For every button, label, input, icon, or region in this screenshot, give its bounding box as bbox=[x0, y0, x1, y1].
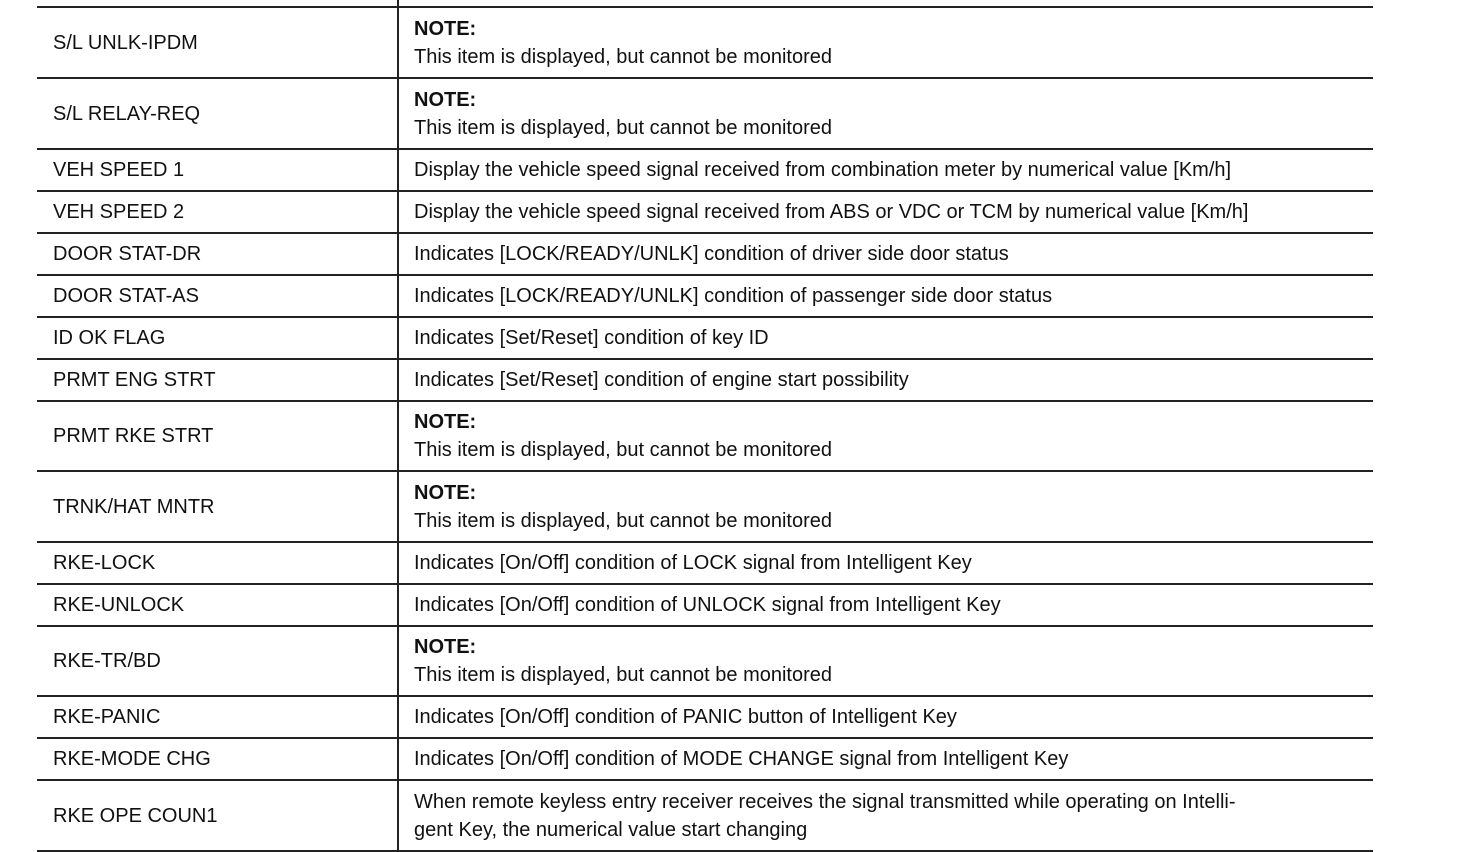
item-name: PRMT ENG STRT bbox=[53, 369, 216, 391]
item-name-cell bbox=[53, 360, 393, 400]
item-name-cell bbox=[53, 543, 393, 583]
item-name-cell bbox=[53, 472, 393, 541]
description-cell bbox=[414, 192, 1369, 232]
description-text: Display the vehicle speed signal received from combination meter by numerical value [Km/h] bbox=[414, 159, 1232, 181]
table-row bbox=[37, 470, 1373, 541]
description-text: Indicates [On/Off] condition of MODE CHANGE signal from Intelligent Key bbox=[414, 748, 1069, 770]
item-name: PRMT RKE STRT bbox=[53, 425, 214, 447]
description-text: This item is displayed, but cannot be monitored bbox=[414, 439, 832, 461]
item-name: RKE-PANIC bbox=[53, 706, 161, 728]
item-name: VEH SPEED 1 bbox=[53, 159, 185, 181]
item-name-cell bbox=[53, 318, 393, 358]
item-name-cell bbox=[53, 150, 393, 190]
description-cell bbox=[414, 472, 1369, 541]
description-text: When remote keyless entry receiver receives the signal transmitted while operating on Intelli- bbox=[414, 790, 1236, 813]
description-text-continued: gent Key, the numerical value start changing bbox=[414, 818, 808, 841]
item-name-cell bbox=[53, 585, 393, 625]
note-label: NOTE: bbox=[414, 481, 477, 504]
note-label: NOTE: bbox=[414, 636, 477, 658]
description-cell bbox=[414, 627, 1369, 695]
item-name: VEH SPEED 2 bbox=[53, 201, 185, 223]
description-text: This item is displayed, but cannot be monitored bbox=[414, 45, 832, 68]
description-text: Indicates [Set/Reset] condition of engine start possibility bbox=[414, 369, 909, 391]
item-name-cell bbox=[53, 402, 393, 470]
description-cell bbox=[414, 697, 1369, 737]
table-row bbox=[37, 148, 1373, 190]
item-name: DOOR STAT-DR bbox=[53, 243, 202, 265]
item-name: DOOR STAT-AS bbox=[53, 285, 199, 307]
description-cell bbox=[414, 318, 1369, 358]
description-text: Display the vehicle speed signal received from ABS or VDC or TCM by numerical value [Km/h] bbox=[414, 201, 1249, 223]
description-text: Indicates [Set/Reset] condition of key ID bbox=[414, 327, 769, 349]
description-cell bbox=[414, 8, 1369, 77]
item-name-cell bbox=[53, 739, 393, 779]
table-row bbox=[37, 232, 1373, 274]
table-row bbox=[37, 541, 1373, 583]
table-row bbox=[37, 190, 1373, 232]
description-cell bbox=[414, 543, 1369, 583]
table-row bbox=[37, 316, 1373, 358]
description-text: Indicates [On/Off] condition of PANIC button of Intelligent Key bbox=[414, 706, 957, 728]
description-cell bbox=[414, 781, 1369, 850]
description-text: This item is displayed, but cannot be monitored bbox=[414, 116, 832, 139]
table-row bbox=[37, 583, 1373, 625]
description-cell bbox=[414, 585, 1369, 625]
item-name-cell bbox=[53, 192, 393, 232]
note-label: NOTE: bbox=[414, 411, 477, 433]
item-name: RKE OPE COUN1 bbox=[53, 804, 218, 827]
item-name-cell bbox=[53, 276, 393, 316]
item-name: S/L RELAY-REQ bbox=[53, 102, 201, 125]
description-cell bbox=[414, 360, 1369, 400]
item-name-cell bbox=[53, 781, 393, 850]
item-name: RKE-MODE CHG bbox=[53, 748, 211, 770]
description-cell bbox=[414, 276, 1369, 316]
description-text: Indicates [On/Off] condition of UNLOCK signal from Intelligent Key bbox=[414, 594, 1001, 616]
item-name-cell bbox=[53, 8, 393, 77]
table-row bbox=[37, 6, 1373, 77]
description-cell bbox=[414, 150, 1369, 190]
description-cell bbox=[414, 79, 1369, 148]
item-name: TRNK/HAT MNTR bbox=[53, 495, 215, 518]
item-name: ID OK FLAG bbox=[53, 327, 166, 349]
table-row bbox=[37, 274, 1373, 316]
table-row bbox=[37, 77, 1373, 148]
table-row bbox=[37, 625, 1373, 695]
item-name: RKE-TR/BD bbox=[53, 650, 161, 672]
table-row bbox=[37, 695, 1373, 737]
description-cell bbox=[414, 402, 1369, 470]
description-text: This item is displayed, but cannot be monitored bbox=[414, 509, 832, 532]
description-cell bbox=[414, 739, 1369, 779]
description-text: Indicates [LOCK/READY/UNLK] condition of driver side door status bbox=[414, 243, 1009, 265]
item-name: RKE-UNLOCK bbox=[53, 594, 185, 616]
item-name-cell bbox=[53, 627, 393, 695]
item-name-cell bbox=[53, 234, 393, 274]
item-name-cell bbox=[53, 697, 393, 737]
description-text: Indicates [On/Off] condition of LOCK signal from Intelligent Key bbox=[414, 552, 972, 574]
item-name: RKE-LOCK bbox=[53, 552, 156, 574]
item-name-cell bbox=[53, 79, 393, 148]
description-text: Indicates [LOCK/READY/UNLK] condition of passenger side door status bbox=[414, 285, 1053, 307]
note-label: NOTE: bbox=[414, 88, 477, 111]
table-row bbox=[37, 358, 1373, 400]
description-cell bbox=[414, 234, 1369, 274]
table-row bbox=[37, 779, 1373, 852]
description-text: This item is displayed, but cannot be monitored bbox=[414, 664, 832, 686]
item-name: S/L UNLK-IPDM bbox=[53, 31, 198, 54]
table-row bbox=[37, 737, 1373, 779]
note-label: NOTE: bbox=[414, 17, 477, 40]
table-row bbox=[37, 400, 1373, 470]
